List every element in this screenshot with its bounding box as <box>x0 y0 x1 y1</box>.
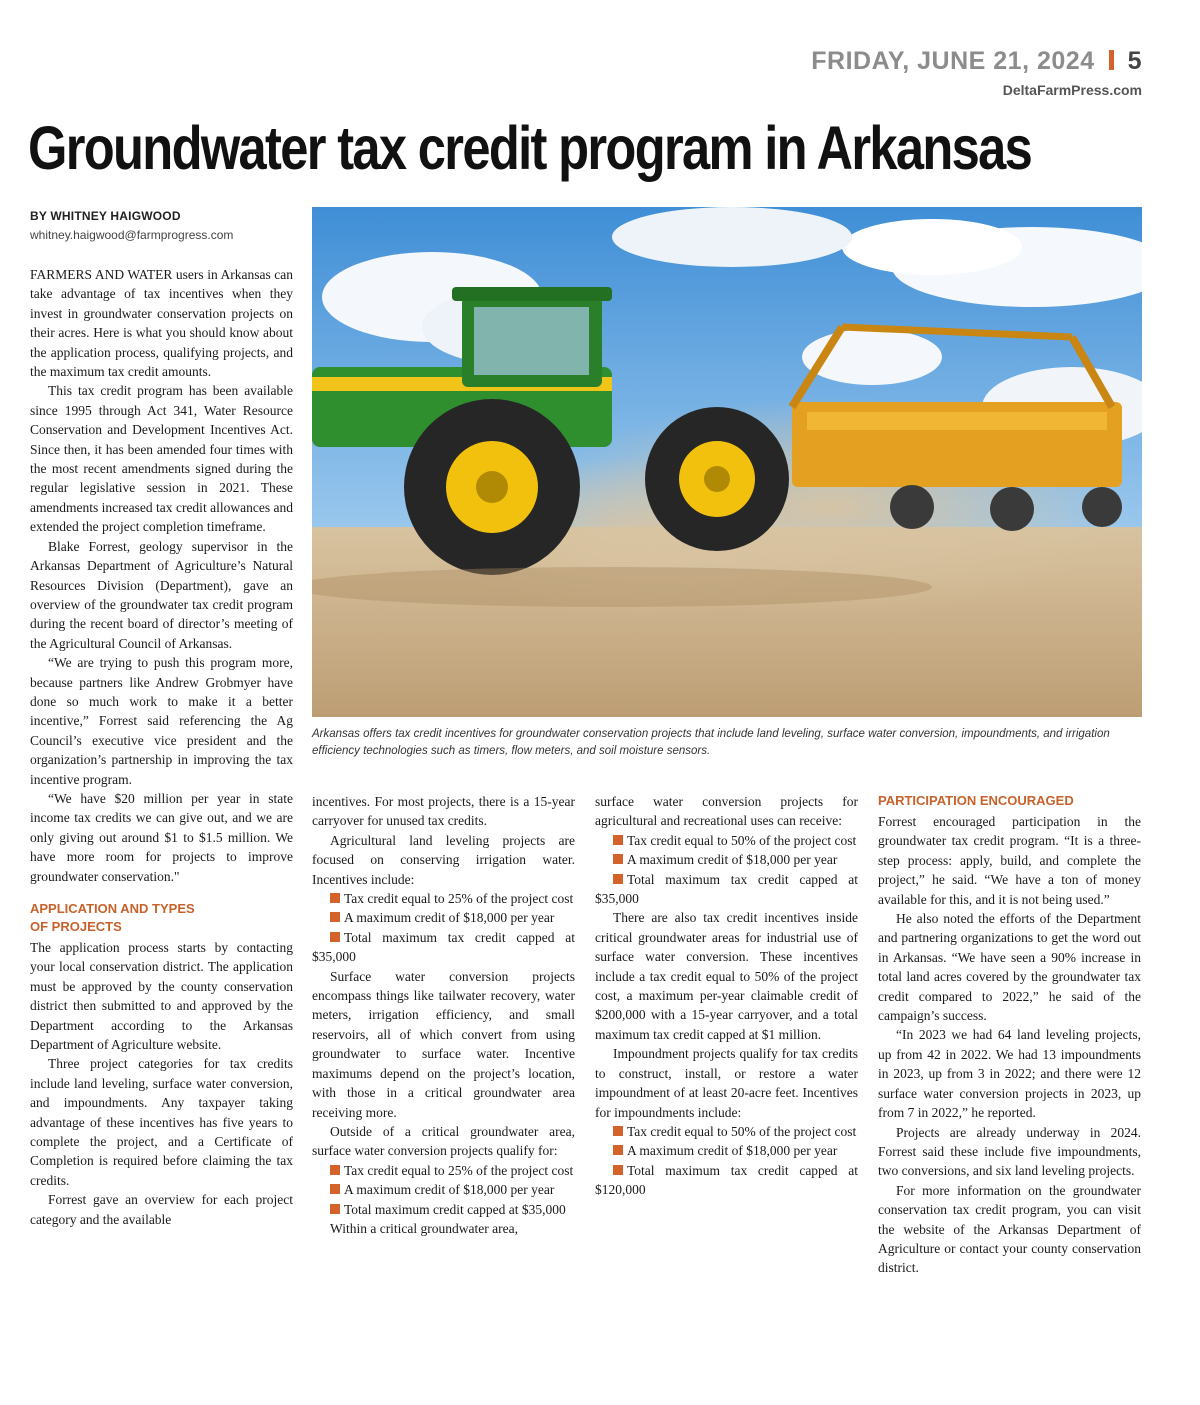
body-paragraph: Impoundment projects qualify for tax credits to construct, install, or restore a water impoundment of at least 20-acre feet. Incentives for impoundments include: <box>595 1046 858 1120</box>
bullet-square-icon <box>330 1184 340 1194</box>
body-paragraph: Forrest gave an overview for each project category and the available <box>30 1192 293 1227</box>
bullet-square-icon <box>613 854 623 864</box>
bullet-square-icon <box>613 1145 623 1155</box>
bullet-item <box>595 831 858 850</box>
separator-bar <box>1109 50 1114 70</box>
body-paragraph: “In 2023 we had 64 land leveling projects, up from 42 in 2022. We had 13 impoundments in 2023, up from 3 in 2022; and there were 12 surface water conversion projects in 2023, up from 7 in 2022,” he reported. <box>878 1027 1141 1121</box>
body-paragraph: Projects are already underway in 2024. Forrest said these include five impoundments, two conversions, and six land leveling projects. <box>878 1124 1141 1179</box>
bullet-item <box>312 928 575 967</box>
section-heading-line-1: APPLICATION AND TYPES <box>30 901 195 916</box>
bullet-text: Tax credit equal to 25% of the project cost <box>344 1162 574 1178</box>
body-paragraph: Forrest encouraged participation in the groundwater tax credit program. “It is a three-step process: apply, build, and complete the project,” he said. “We have a ton of money available for this, and it is not being used.” <box>878 814 1141 907</box>
bullet-text: A maximum credit of $18,000 per year <box>344 1182 555 1198</box>
body-paragraph: incentives. For most projects, there is a 15-year carryover for unused tax credits. <box>312 794 575 829</box>
photo-caption: Arkansas offers tax credit incentives for groundwater conservation projects that include land leveling, surface water conversion, impoundments, and irrigation efficiency technologies such as timers, flow meters, and soil moisture sensors. <box>312 728 1110 757</box>
bullet-item <box>595 850 858 869</box>
bullet-square-icon <box>330 1204 340 1214</box>
bullet-text: Tax credit equal to 25% of the project cost <box>344 891 574 907</box>
article-headline: Groundwater tax credit program in Arkansas <box>28 114 1032 182</box>
body-paragraph: Three project categories for tax credits include land leveling, surface water conversion, and impoundments. Any taxpayer taking advantage of these incentives has five years to complete the project, and a Certificate of Completion is required before claiming the tax credits. <box>30 1056 293 1188</box>
bullet-square-icon <box>613 874 623 884</box>
website-link[interactable]: DeltaFarmPress.com <box>1002 82 1142 98</box>
date-line <box>811 46 1142 76</box>
bullet-square-icon <box>330 893 340 903</box>
bullet-item <box>595 1141 858 1160</box>
bullet-item <box>595 1122 858 1141</box>
body-paragraph: “We have $20 million per year in state income tax credits we can give out, and we are only giving out around $1 to $1.5 million. We have more room for projects to improve groundwater conservation." <box>30 790 293 884</box>
bullet-text: A maximum credit of $18,000 per year <box>627 1143 838 1159</box>
issue-date: FRIDAY, JUNE 21, 2024 <box>811 47 1095 75</box>
page-header <box>811 46 1142 98</box>
bullet-item <box>312 1200 575 1219</box>
bullet-square-icon <box>330 912 340 922</box>
section-heading: PARTICIPATION ENCOURAGED <box>878 793 1074 808</box>
section-heading-line-2: OF PROJECTS <box>30 919 122 934</box>
article-column-3 <box>595 792 858 1200</box>
bullet-text: Total maximum tax credit capped at $35,000 <box>312 929 575 965</box>
bullet-item <box>312 889 575 908</box>
body-paragraph: Within a critical groundwater area, <box>330 1220 518 1236</box>
body-paragraph: The application process starts by contacting your local conservation district. The application must be approved by the county conservation district then submitted to and approved by the Department according to the Arkansas Department of Agriculture website. <box>30 940 293 1053</box>
bullet-text: A maximum credit of $18,000 per year <box>627 852 838 868</box>
bullet-item <box>312 1161 575 1180</box>
article-column-1 <box>30 265 293 1229</box>
body-paragraph: Agricultural land leveling projects are focused on conserving irrigation water. Incentives include: <box>312 832 575 887</box>
body-paragraph: Blake Forrest, geology supervisor in the Arkansas Department of Agriculture’s Natural Resources Division (Department), gave an overview of the groundwater tax credit program during the recent board of director’s meeting of the Agricultural Council of Arkansas. <box>30 538 293 651</box>
body-paragraph: There are also tax credit incentives inside critical groundwater areas for industrial use of surface water conversion. These incentives include a tax credit equal to 50% of the project cost, a maximum per-year claimable credit of $200,000 with a 15-year carryover, and a total maximum tax credit capped at $1 million. <box>595 910 858 1042</box>
bullet-text: A maximum credit of $18,000 per year <box>344 910 555 926</box>
article-photo <box>312 207 1142 717</box>
article-column-2 <box>312 792 575 1238</box>
bullet-square-icon <box>613 1126 623 1136</box>
tractor-photo-illustration <box>312 207 1142 717</box>
bullet-text: Total maximum credit capped at $35,000 <box>344 1201 566 1217</box>
body-paragraph: surface water conversion projects for agricultural and recreational uses can receive: <box>595 794 858 829</box>
bullet-square-icon <box>613 835 623 845</box>
bullet-text: Total maximum tax credit capped at $120,000 <box>595 1162 858 1198</box>
body-paragraph: Outside of a critical groundwater area, surface water conversion projects qualify for: <box>312 1123 575 1159</box>
bullet-square-icon <box>613 1165 623 1175</box>
bullet-item <box>595 870 858 909</box>
author-email[interactable]: whitney.haigwood@farmprogress.com <box>30 228 234 242</box>
page-number: 5 <box>1127 47 1142 75</box>
bullet-item <box>312 1180 575 1199</box>
bullet-item <box>312 908 575 927</box>
section-heading <box>30 900 293 936</box>
bullet-square-icon <box>330 1165 340 1175</box>
bullet-square-icon <box>330 932 340 942</box>
body-paragraph: He also noted the efforts of the Department and partnering organizations to get the word out in Arkansas. “We have seen a 90% increase in total land acres covered by the groundwater tax credit compared to 2022,” he said of the campaign’s success. <box>878 911 1141 1024</box>
bullet-item <box>595 1161 858 1200</box>
body-paragraph: Surface water conversion projects encompass things like tailwater recovery, water meters, irrigation efficiency, and small reservoirs, all of which convert from using groundwater to surface water. Incentive maximums depend on the project’s location, with those in a critical groundwater area receiving more. <box>312 968 575 1120</box>
bullet-text: Tax credit equal to 50% of the project cost <box>627 1123 857 1139</box>
body-paragraph: FARMERS AND WATER users in Arkansas can take advantage of tax incentives when they invest in groundwater conservation projects on their acres. Here is what you should know about the application process, qualifying projects, and the maximum tax credit amounts. <box>30 267 293 380</box>
body-paragraph: This tax credit program has been available since 1995 through Act 341, Water Resource Conservation and Development Incentives Act. Since then, it has been amended four times with the most recent amendments signed during the regular legislative session in 2021. These amendments increased tax credit allowances and extended the project completion timeframe. <box>30 383 293 535</box>
article-column-4 <box>878 792 1141 1278</box>
byline: BY WHITNEY HAIGWOOD <box>30 209 181 223</box>
bullet-text: Tax credit equal to 50% of the project cost <box>627 832 857 848</box>
bullet-text: Total maximum tax credit capped at $35,000 <box>595 871 858 907</box>
body-paragraph: “We are trying to push this program more, because partners like Andrew Grobmyer have done so much work to make it a better incentive,” Forrest said referencing the Ag Council’s executive vice president and the organization’s partnership in improving the tax incentive program. <box>30 655 293 787</box>
body-paragraph: For more information on the groundwater conservation tax credit program, you can visit the website of the Arkansas Department of Agriculture or contact your county conservation district. <box>878 1182 1141 1276</box>
